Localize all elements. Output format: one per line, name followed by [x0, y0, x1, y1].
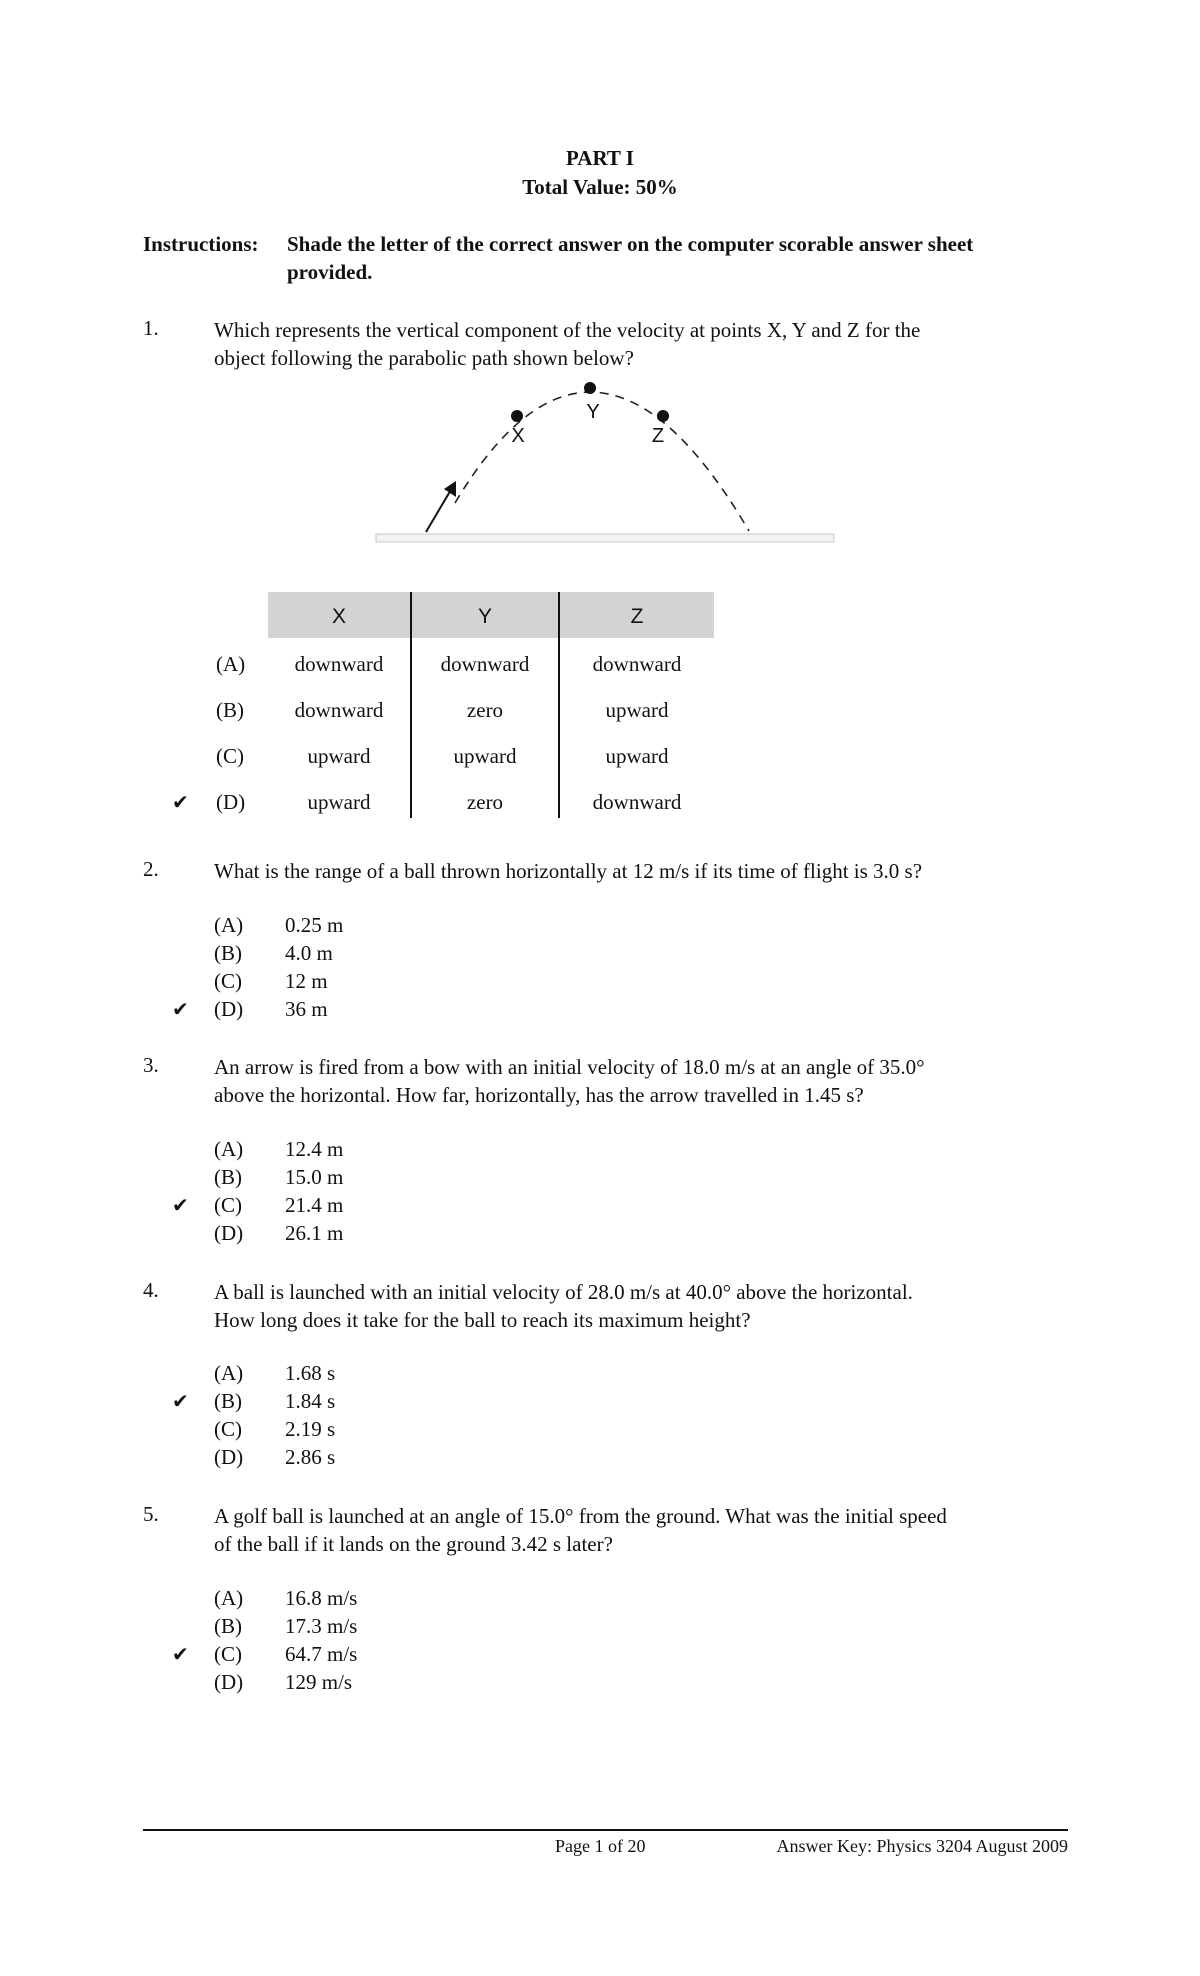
option-value: 64.7 m/s	[285, 1642, 358, 1666]
option-letter: (D)	[214, 997, 244, 1021]
footer-rule	[143, 1829, 1068, 1831]
instructions-line-2: provided.	[287, 260, 373, 284]
question-1-text	[214, 316, 1074, 372]
option-value: 4.0 m	[285, 941, 333, 965]
correct-check-icon: ✔	[172, 997, 189, 1021]
page-number: Page 1 of 20	[555, 1836, 646, 1856]
question-5-text	[214, 1502, 1074, 1558]
part-title: PART I	[566, 146, 634, 170]
projectile-diagram	[370, 380, 840, 550]
question-1-line-2: object following the parabolic path shown below?	[214, 346, 634, 370]
question-4-text	[214, 1278, 1074, 1334]
option-letter: (A)	[214, 1361, 244, 1385]
table-cell: downward	[440, 652, 530, 676]
table-cell: upward	[307, 790, 371, 814]
question-4-number: 4.	[143, 1278, 159, 1302]
option-letter: (A)	[214, 1586, 244, 1610]
option-letter: (B)	[214, 1614, 242, 1638]
question-3-text	[214, 1053, 1074, 1109]
question-2-number: 2.	[143, 857, 159, 881]
option-letter: (C)	[214, 1417, 242, 1441]
option-value: 15.0 m	[285, 1165, 344, 1189]
option-letter: (C)	[214, 1642, 242, 1666]
question-3-number: 3.	[143, 1053, 159, 1077]
label-z: Z	[651, 425, 665, 447]
option-letter: (B)	[214, 1389, 242, 1413]
option-value: 21.4 m	[285, 1193, 344, 1217]
point-z	[657, 410, 669, 422]
table-cell: zero	[466, 698, 504, 722]
point-x	[511, 410, 523, 422]
option-value: 26.1 m	[285, 1221, 344, 1245]
point-y	[584, 382, 596, 394]
total-value: Total Value: 50%	[522, 175, 678, 199]
option-value: 16.8 m/s	[285, 1586, 358, 1610]
option-letter: (D)	[214, 1445, 244, 1469]
option-letter: (A)	[214, 913, 244, 937]
table-cell: downward	[294, 652, 384, 676]
table-cell: downward	[592, 790, 682, 814]
question-5-line-1: A golf ball is launched at an angle of 15.0° from the ground. What was the initial speed	[214, 1504, 947, 1528]
question-5-line-2: of the ball if it lands on the ground 3.42 s later?	[214, 1532, 613, 1556]
option-value: 17.3 m/s	[285, 1614, 358, 1638]
answer-key-label: Answer Key: Physics 3204 August 2009	[776, 1836, 1068, 1856]
table-cell: upward	[453, 744, 517, 768]
table-cell: upward	[307, 744, 371, 768]
option-letter: (D)	[214, 1221, 244, 1245]
option-value: 36 m	[285, 997, 328, 1021]
parabolic-path	[455, 392, 749, 531]
option-value: 2.19 s	[285, 1417, 336, 1441]
option-letter: (C)	[214, 1193, 242, 1217]
table-cell: upward	[605, 698, 669, 722]
question-1-number: 1.	[143, 316, 159, 340]
option-value: 1.84 s	[285, 1389, 336, 1413]
correct-check-icon: ✔	[172, 1193, 189, 1217]
question-3-line-2: above the horizontal. How far, horizontally, has the arrow travelled in 1.45 s?	[214, 1083, 864, 1107]
option-letter: (D)	[214, 1670, 244, 1694]
question-2-text: What is the range of a ball thrown horizontally at 12 m/s if its time of flight is 3.0 s?	[214, 859, 923, 883]
option-letter: (C)	[214, 969, 242, 993]
option-letter: (A)	[214, 1137, 244, 1161]
question-4-line-1: A ball is launched with an initial velocity of 28.0 m/s at 40.0° above the horizontal.	[214, 1280, 913, 1304]
launch-arrow	[426, 488, 452, 532]
option-letter: (C)	[216, 744, 244, 768]
question-1-line-1: Which represents the vertical component of the velocity at points X, Y and Z for the	[214, 318, 921, 342]
option-value: 2.86 s	[285, 1445, 336, 1469]
arrow-head	[444, 481, 456, 497]
option-value: 1.68 s	[285, 1361, 336, 1385]
correct-check-icon: ✔	[172, 1642, 189, 1666]
option-letter: (A)	[216, 652, 246, 676]
instructions-label: Instructions:	[143, 232, 259, 256]
question-5-number: 5.	[143, 1502, 159, 1526]
option-letter: (B)	[214, 1165, 242, 1189]
question-4-line-2: How long does it take for the ball to reach its maximum height?	[214, 1308, 751, 1332]
option-letter: (B)	[216, 698, 244, 722]
option-letter: (D)	[216, 790, 246, 814]
table-cell: upward	[605, 744, 669, 768]
option-value: 12 m	[285, 969, 328, 993]
option-value: 12.4 m	[285, 1137, 344, 1161]
label-x: X	[511, 425, 525, 447]
table-cell: downward	[592, 652, 682, 676]
table-header-x: X	[331, 605, 346, 628]
ground	[376, 534, 834, 542]
table-header-y: Y	[477, 605, 492, 628]
table-header-z: Z	[630, 605, 644, 628]
option-letter: (B)	[214, 941, 242, 965]
correct-check-icon: ✔	[172, 790, 189, 814]
option-value: 0.25 m	[285, 913, 344, 937]
correct-check-icon: ✔	[172, 1389, 189, 1413]
instructions-line-1: Shade the letter of the correct answer on the computer scorable answer sheet	[287, 232, 974, 256]
option-value: 129 m/s	[285, 1670, 353, 1694]
table-cell: downward	[294, 698, 384, 722]
table-cell: zero	[466, 790, 504, 814]
label-y: Y	[586, 401, 600, 423]
question-3-line-1: An arrow is fired from a bow with an initial velocity of 18.0 m/s at an angle of 35.0°	[214, 1055, 925, 1079]
